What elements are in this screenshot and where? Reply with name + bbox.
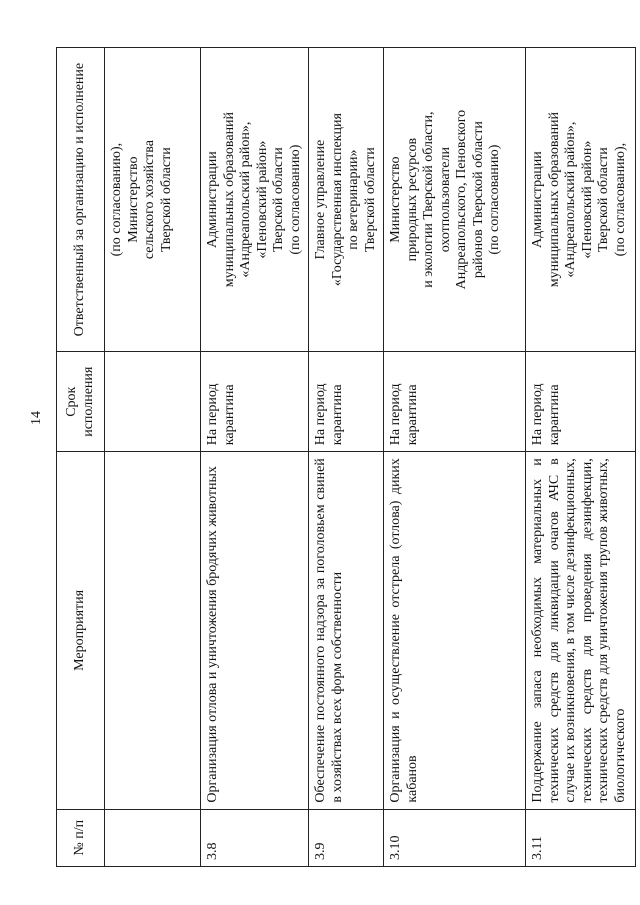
header-deadline: Срок исполнения: [57, 352, 105, 452]
header-activity: Мероприятия: [57, 452, 105, 809]
responsible-line: Министерство: [125, 156, 141, 243]
row-deadline: На период карантина: [201, 352, 309, 452]
row-num: [105, 809, 201, 866]
row-responsible: [105, 48, 201, 352]
row-activity: Организация отлова и уничтожения бродячих животных: [201, 452, 309, 809]
responsible-line: Тверской области: [362, 147, 378, 252]
responsible-line: муниципальных образований: [546, 111, 562, 288]
responsible-line: районов Тверской области: [470, 121, 486, 279]
responsible-line: и экологии Тверской области,: [421, 111, 436, 288]
table-row: [526, 48, 636, 867]
responsible-line: природных ресурсов: [404, 137, 420, 262]
row-num: 3.11: [526, 809, 636, 866]
responsible-line: Администрации: [530, 151, 545, 248]
responsible-line: (по согласованию),: [109, 142, 124, 257]
row-deadline: [105, 352, 201, 452]
responsible-line: муниципальных образований: [221, 111, 237, 288]
row-responsible: [384, 48, 526, 352]
table-header-row: [57, 48, 105, 867]
table-row: [384, 48, 526, 867]
responsible-line: «Пеновский район»: [254, 140, 270, 259]
row-activity: Поддержание запаса необходимых материальных и технических средств для ликвидации очагов АЧС в случае их возникновения, в том числе дезинфекционных, технических средств для проведения дезинфекции, технических средств для уничтожения трупов животных, биологического: [526, 452, 636, 809]
row-deadline: На период карантина: [309, 352, 384, 452]
activities-table: [56, 47, 636, 867]
row-num: 3.10: [384, 809, 526, 866]
responsible-line: сельского хозяйства: [142, 140, 157, 260]
header-responsible: Ответственный за организацию и исполнение: [57, 48, 105, 352]
responsible-line: (по согласованию): [487, 144, 502, 255]
row-deadline: На период карантина: [526, 352, 636, 452]
responsible-line: Министерство: [388, 156, 403, 243]
responsible-line: «Андреапольский район»,: [238, 121, 253, 278]
table-row: [105, 48, 201, 867]
row-activity: [105, 452, 201, 809]
responsible-line: (по согласованию),: [612, 142, 628, 257]
header-num: № п/п: [57, 809, 105, 866]
page-number: 14: [29, 411, 44, 425]
table-row: [201, 48, 309, 867]
responsible-line: Тверской области: [271, 147, 286, 252]
responsible-line: «Андреапольский район»,: [563, 121, 578, 278]
responsible-line: охотпользователи: [437, 146, 453, 253]
table-row: [309, 48, 384, 867]
row-deadline: На период карантина: [384, 352, 526, 452]
row-activity: Обеспечение постоянного надзора за поголовьем свиней в хозяйствах всех форм собственности: [309, 452, 384, 809]
responsible-line: Тверской области: [158, 147, 174, 252]
row-responsible: [309, 48, 384, 352]
responsible-line: (по согласованию): [287, 144, 303, 255]
responsible-line: «Государственная инспекция: [329, 113, 345, 287]
row-num: 3.9: [309, 809, 384, 866]
responsible-line: Тверской области: [596, 147, 611, 252]
responsible-line: Андреапольского, Пеновского: [454, 109, 469, 290]
responsible-line: Главное управление: [313, 139, 328, 260]
responsible-line: Администрации: [205, 151, 220, 248]
row-activity: Организация и осуществление отстрела (отлова) диких кабанов: [384, 452, 526, 809]
responsible-line: по ветеринарии»: [346, 149, 361, 250]
responsible-line: «Пеновский район»: [579, 140, 595, 259]
row-responsible: [526, 48, 636, 352]
rotated-table-container: [56, 47, 628, 867]
row-responsible: [201, 48, 309, 352]
row-num: 3.8: [201, 809, 309, 866]
